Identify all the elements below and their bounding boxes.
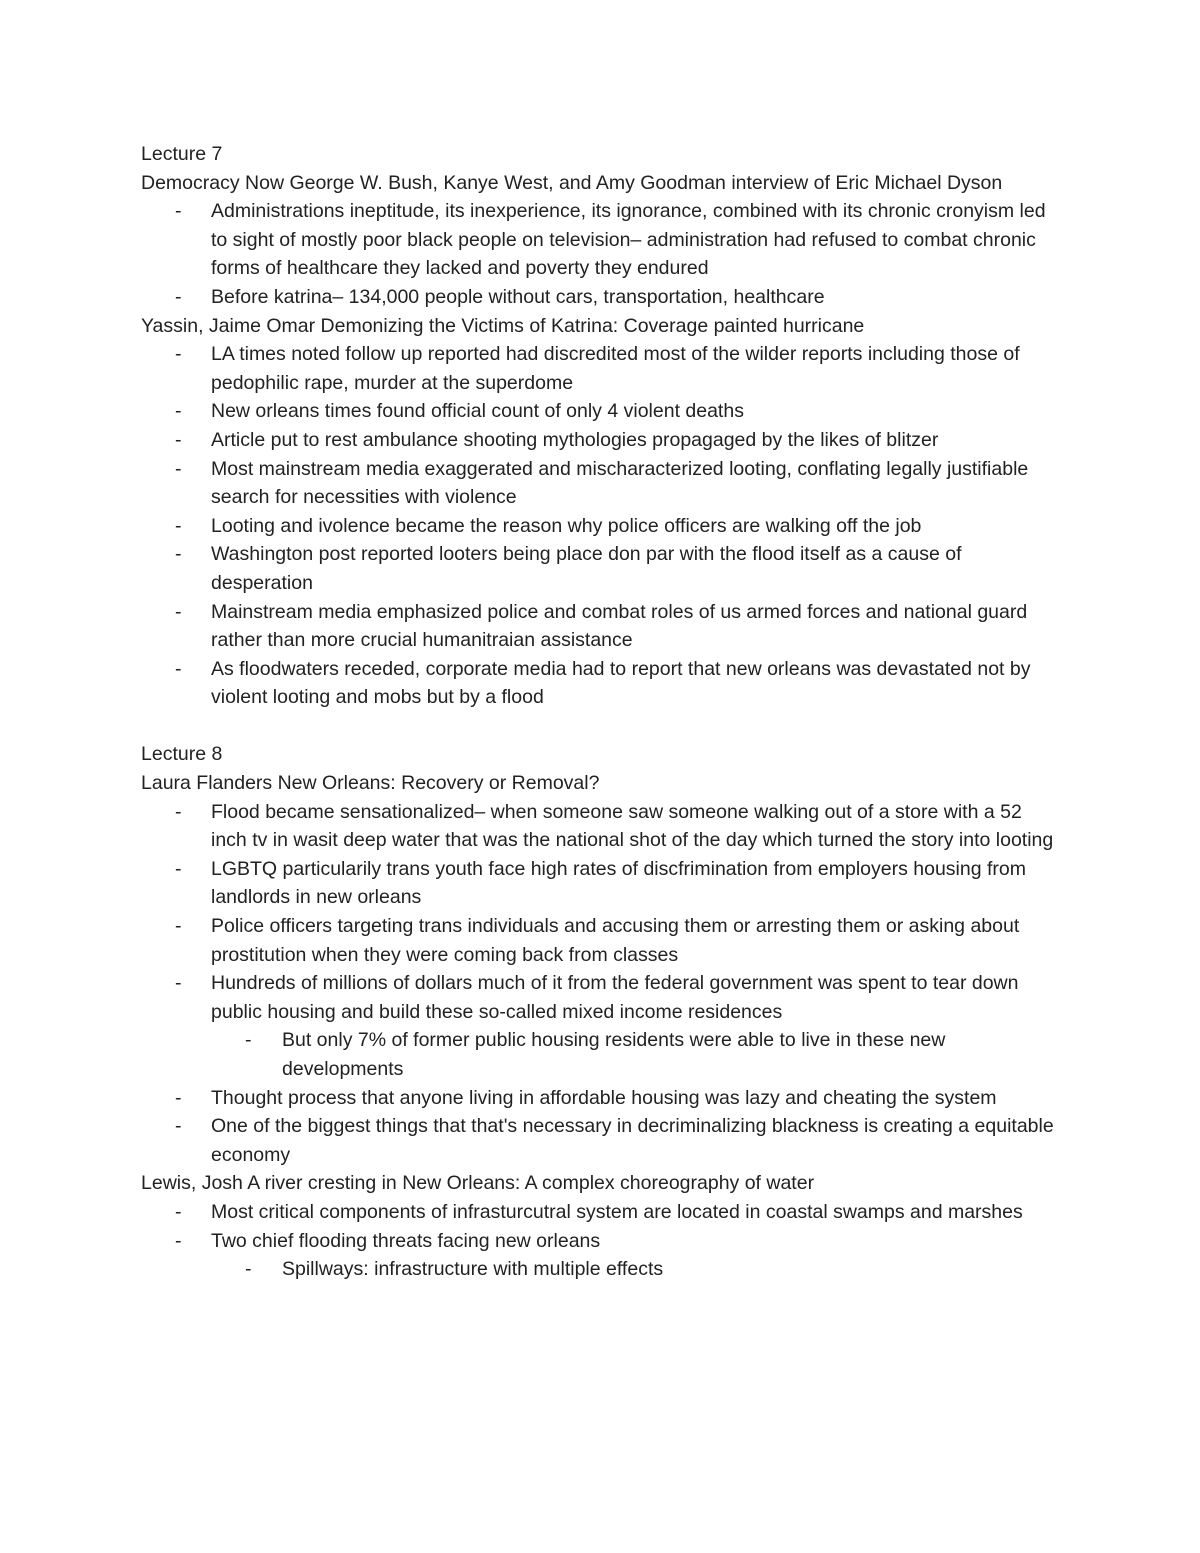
bullet-marker: - (175, 457, 182, 480)
lecture-7-title: Lecture 7 (141, 143, 223, 165)
bullet-marker: - (175, 285, 182, 308)
bullet-text: Most mainstream media exaggerated and mischaracterized looting, conflating legally justifiable search for necessities with violence (211, 457, 1029, 509)
bullet-text: Looting and ivolence became the reason why police officers are walking off the job (211, 514, 922, 537)
bullet-text: Thought process that anyone living in affordable housing was lazy and cheating the system (211, 1086, 997, 1109)
bullet-marker: - (175, 800, 182, 823)
list-item (211, 1255, 1061, 1284)
bullet-marker: - (175, 1115, 182, 1138)
bullet-marker: - (175, 1200, 182, 1223)
bullet-marker: - (175, 600, 182, 623)
nested-bullets (211, 1255, 1061, 1284)
lecture-7-source-2-bullets (141, 340, 1061, 712)
bullet-marker: - (175, 972, 182, 995)
list-item (141, 855, 1061, 912)
bullet-marker: - (245, 1029, 252, 1052)
lecture-7-source-1-heading: Democracy Now George W. Bush, Kanye West, and Amy Goodman interview of Eric Michael Dyson (141, 171, 1003, 194)
bullet-text: Administrations ineptitude, its inexperience, its ignorance, combined with its chronic cronyism led to sight of mostly poor black people on television– administration had refused to combat chronic forms of healthcare they lacked and poverty they endured (211, 200, 1046, 280)
bullet-text: Flood became sensationalized– when someone saw someone walking out of a store with a 52 inch tv in wasit deep water that was the national shot of the day which turned the story into looting (211, 800, 1054, 852)
list-item (141, 540, 1061, 597)
bullet-marker: - (245, 1258, 252, 1281)
list-item (141, 197, 1061, 283)
lecture-7-source-2-heading: Yassin, Jaime Omar Demonizing the Victims of Katrina: Coverage painted hurricane (141, 314, 865, 337)
list-item (141, 1198, 1061, 1227)
list-item (141, 1112, 1061, 1169)
bullet-marker: - (175, 514, 182, 537)
bullet-marker: - (175, 915, 182, 938)
bullet-text: Two chief flooding threats facing new orleans (211, 1229, 601, 1252)
list-item (211, 1026, 1061, 1083)
list-item (141, 455, 1061, 512)
bullet-text: Police officers targeting trans individuals and accusing them or arresting them or asking about prostitution when they were coming back from classes (211, 915, 1020, 966)
list-item (141, 598, 1061, 655)
bullet-text: Most critical components of infrasturcutral system are located in coastal swamps and marshes (211, 1200, 1023, 1223)
lecture-8-title: Lecture 8 (141, 743, 223, 766)
list-item (141, 1227, 1061, 1284)
list-item (141, 283, 1061, 312)
lecture-8-source-2-bullets (141, 1198, 1061, 1284)
bullet-text: Spillways: infrastructure with multiple effects (282, 1258, 664, 1281)
bullet-text: One of the biggest things that that's necessary in decriminalizing blackness is creating a equitable economy (211, 1115, 1054, 1166)
document-body (141, 140, 1061, 1284)
list-item (141, 340, 1061, 397)
lecture-7-source-1-bullets (141, 197, 1061, 311)
bullet-text: Before katrina– 134,000 people without cars, transportation, healthcare (211, 285, 825, 308)
bullet-marker: - (175, 200, 182, 223)
lecture-8-source-1-bullets (141, 798, 1061, 1170)
list-item (141, 969, 1061, 1083)
bullet-text: Hundreds of millions of dollars much of it from the federal government was spent to tear down public housing and build these so-called mixed income residences (211, 972, 1019, 1023)
bullet-text: Washington post reported looters being place don par with the flood itself as a cause of desperation (211, 543, 962, 594)
bullet-text: Mainstream media emphasized police and combat roles of us armed forces and national guard rather than more crucial humanitraian assistance (211, 600, 1028, 652)
bullet-marker: - (175, 428, 182, 451)
bullet-text: New orleans times found official count of only 4 violent deaths (211, 400, 744, 423)
bullet-marker: - (175, 400, 182, 423)
list-item (141, 912, 1061, 969)
bullet-marker: - (175, 1086, 182, 1109)
section-spacer (141, 712, 1061, 741)
nested-bullets (211, 1026, 1061, 1083)
list-item (141, 1084, 1061, 1113)
bullet-text: As floodwaters receded, corporate media had to report that new orleans was devastated not by violent looting and mobs but by a flood (211, 657, 1031, 709)
list-item (141, 798, 1061, 855)
bullet-text: But only 7% of former public housing residents were able to live in these new developments (282, 1029, 946, 1080)
bullet-marker: - (175, 857, 182, 880)
list-item (141, 512, 1061, 541)
bullet-marker: - (175, 1229, 182, 1252)
lecture-8-source-2-heading: Lewis, Josh A river cresting in New Orleans: A complex choreography of water (141, 1172, 815, 1195)
lecture-8-source-1-heading: Laura Flanders New Orleans: Recovery or Removal? (141, 772, 600, 795)
list-item (141, 426, 1061, 455)
list-item (141, 397, 1061, 426)
bullet-text: Article put to rest ambulance shooting mythologies propagaged by the likes of blitzer (211, 428, 939, 451)
bullet-text: LA times noted follow up reported had discredited most of the wilder reports including those of pedophilic rape, murder at the superdome (211, 343, 1020, 394)
list-item (141, 655, 1061, 712)
bullet-marker: - (175, 343, 182, 366)
bullet-text: LGBTQ particularily trans youth face high rates of discfrimination from employers housing from landlords in new orleans (211, 857, 1027, 909)
bullet-marker: - (175, 657, 182, 680)
bullet-marker: - (175, 543, 182, 566)
